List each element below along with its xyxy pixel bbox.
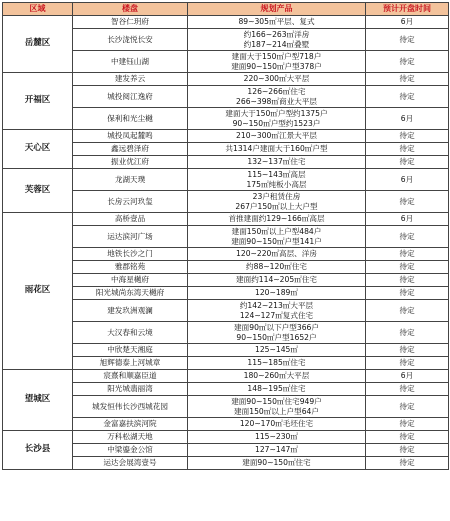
product-cell bbox=[188, 444, 366, 457]
product-line: 266~398㎡商业大平层 bbox=[236, 96, 317, 106]
project-name-cell: 中海星樾府 bbox=[73, 274, 188, 287]
opening-time-cell: 待定 bbox=[366, 248, 449, 261]
opening-time-cell: 待定 bbox=[366, 156, 449, 169]
product-cell bbox=[188, 396, 366, 418]
product-cell bbox=[188, 73, 366, 86]
table-row bbox=[3, 431, 449, 444]
opening-time-cell: 6月 bbox=[366, 370, 449, 383]
product-cell bbox=[188, 274, 366, 287]
table-row bbox=[3, 73, 449, 86]
product-cell bbox=[188, 156, 366, 169]
product-line: 115~185㎡住宅 bbox=[247, 358, 306, 368]
header-district: 区域 bbox=[3, 3, 73, 16]
product-line: 126~266㎡住宅 bbox=[247, 87, 306, 96]
project-name-cell: 建发养云 bbox=[73, 73, 188, 86]
product-line: 115~143㎡高层 bbox=[247, 170, 306, 179]
project-name-cell: 宸熹和顺嘉臣道 bbox=[73, 370, 188, 383]
district-cell: 天心区 bbox=[3, 130, 73, 169]
district-cell: 开福区 bbox=[3, 73, 73, 130]
product-line: 120~170㎡毛坯住宅 bbox=[239, 419, 314, 429]
project-name-cell: 振业优江府 bbox=[73, 156, 188, 169]
opening-time-cell: 待定 bbox=[366, 418, 449, 431]
product-cell bbox=[188, 370, 366, 383]
product-cell bbox=[188, 287, 366, 300]
product-line: 建面150㎡以上户型484户 bbox=[231, 227, 322, 236]
product-line: 23户租赁住房 bbox=[252, 192, 301, 201]
product-line: 132~137㎡住宅 bbox=[247, 157, 306, 167]
table-row bbox=[3, 213, 449, 226]
product-line: 约187~214㎡叠墅 bbox=[243, 39, 310, 49]
opening-time-cell: 6月 bbox=[366, 108, 449, 130]
product-cell bbox=[188, 108, 366, 130]
product-line: 建面150㎡以上户型64户 bbox=[234, 406, 319, 416]
product-cell bbox=[188, 226, 366, 248]
district-cell: 岳麓区 bbox=[3, 16, 73, 73]
product-line: 建面90~150㎡住宅949户 bbox=[231, 397, 322, 406]
product-cell bbox=[188, 261, 366, 274]
product-line: 124~127㎡复式住宅 bbox=[239, 310, 314, 320]
project-name-cell: 地铁长沙之门 bbox=[73, 248, 188, 261]
project-name-cell: 阳光城翡丽湾 bbox=[73, 383, 188, 396]
product-cell bbox=[188, 418, 366, 431]
product-line: 建面90㎡以下户型366户 bbox=[234, 323, 319, 332]
product-line: 建面90~150㎡户型378户 bbox=[231, 61, 322, 71]
opening-time-cell: 待定 bbox=[366, 261, 449, 274]
product-line: 首推建面约129~166㎡高层 bbox=[228, 214, 325, 224]
project-name-cell: 中梁鎏金公馆 bbox=[73, 444, 188, 457]
product-line: 建面90~150㎡户型141户 bbox=[231, 236, 322, 246]
product-line: 148~195㎡住宅 bbox=[247, 384, 306, 394]
project-name-cell: 旭辉德泰上河城章 bbox=[73, 357, 188, 370]
opening-schedule bbox=[2, 2, 449, 470]
opening-time-cell: 待定 bbox=[366, 287, 449, 300]
product-line: 90~150㎡户型1652户 bbox=[236, 332, 317, 342]
product-cell bbox=[188, 344, 366, 357]
project-name-cell: 城发恒伟长沙西城花园 bbox=[73, 396, 188, 418]
product-line: 120~189㎡ bbox=[255, 288, 298, 298]
opening-time-cell: 待定 bbox=[366, 274, 449, 287]
property-table bbox=[2, 2, 449, 470]
product-line: 120~220㎡高层、洋房 bbox=[236, 249, 317, 259]
product-line: 建面约114~205㎡住宅 bbox=[236, 275, 317, 285]
product-cell bbox=[188, 29, 366, 51]
product-cell bbox=[188, 300, 366, 322]
product-line: 共1314户建面大于160㎡户型 bbox=[225, 144, 328, 154]
product-cell bbox=[188, 16, 366, 29]
project-name-cell: 阳光城尚东湾天樾府 bbox=[73, 287, 188, 300]
opening-time-cell: 待定 bbox=[366, 300, 449, 322]
project-name-cell: 高桥壹品 bbox=[73, 213, 188, 226]
product-cell bbox=[188, 383, 366, 396]
product-line: 建面大于150㎡户型718户 bbox=[231, 52, 322, 61]
opening-time-cell: 待定 bbox=[366, 191, 449, 213]
opening-time-cell: 待定 bbox=[366, 396, 449, 418]
table-row bbox=[3, 370, 449, 383]
product-cell bbox=[188, 86, 366, 108]
project-name-cell: 城投凤起麓鸣 bbox=[73, 130, 188, 143]
header-project: 楼盘 bbox=[73, 3, 188, 16]
opening-time-cell: 待定 bbox=[366, 130, 449, 143]
product-line: 建面90~150㎡住宅 bbox=[242, 458, 311, 468]
opening-time-cell: 待定 bbox=[366, 444, 449, 457]
product-line: 约88~120㎡住宅 bbox=[246, 262, 307, 272]
opening-time-cell: 6月 bbox=[366, 16, 449, 29]
opening-time-cell: 待定 bbox=[366, 226, 449, 248]
product-cell bbox=[188, 130, 366, 143]
product-cell bbox=[188, 169, 366, 191]
product-line: 127~147㎡ bbox=[255, 445, 298, 455]
product-cell bbox=[188, 213, 366, 226]
product-cell bbox=[188, 51, 366, 73]
product-line: 建面大于150㎡户型约1375户 bbox=[225, 109, 328, 118]
product-line: 约142~213㎡大平层 bbox=[239, 301, 314, 310]
product-line: 125~145㎡ bbox=[255, 345, 298, 355]
opening-time-cell: 待定 bbox=[366, 357, 449, 370]
opening-time-cell: 6月 bbox=[366, 213, 449, 226]
table-row bbox=[3, 169, 449, 191]
project-name-cell: 运达滨河广场 bbox=[73, 226, 188, 248]
product-line: 90~150㎡户型约1523户 bbox=[232, 118, 321, 128]
table-header-row bbox=[3, 3, 449, 16]
project-name-cell: 长沙泷悦长安 bbox=[73, 29, 188, 51]
opening-time-cell: 待定 bbox=[366, 383, 449, 396]
project-name-cell: 长房云河玖玺 bbox=[73, 191, 188, 213]
project-name-cell: 中建钰山湖 bbox=[73, 51, 188, 73]
product-cell bbox=[188, 457, 366, 470]
table-row bbox=[3, 130, 449, 143]
opening-time-cell: 待定 bbox=[366, 86, 449, 108]
district-cell: 望城区 bbox=[3, 370, 73, 431]
opening-time-cell: 待定 bbox=[366, 29, 449, 51]
opening-time-cell: 6月 bbox=[366, 169, 449, 191]
project-name-cell: 雅郡铭苑 bbox=[73, 261, 188, 274]
product-cell bbox=[188, 357, 366, 370]
table-body bbox=[3, 16, 449, 470]
product-line: 约166~263㎡洋房 bbox=[243, 30, 310, 39]
product-cell bbox=[188, 322, 366, 344]
district-cell: 雨花区 bbox=[3, 213, 73, 370]
opening-time-cell: 待定 bbox=[366, 457, 449, 470]
project-name-cell: 保利和光尘樾 bbox=[73, 108, 188, 130]
table-row bbox=[3, 16, 449, 29]
project-name-cell: 鑫远碧泽府 bbox=[73, 143, 188, 156]
project-name-cell: 城投阅江逸府 bbox=[73, 86, 188, 108]
project-name-cell: 运达会展湾壹号 bbox=[73, 457, 188, 470]
header-product: 规划产品 bbox=[188, 3, 366, 16]
product-line: 180~260㎡大平层 bbox=[243, 371, 310, 381]
project-name-cell: 中欣楚天湘庭 bbox=[73, 344, 188, 357]
product-cell bbox=[188, 143, 366, 156]
opening-time-cell: 待定 bbox=[366, 73, 449, 86]
product-line: 220~300㎡大平层 bbox=[243, 74, 310, 84]
project-name-cell: 金富嘉扶滨河院 bbox=[73, 418, 188, 431]
product-line: 210~300㎡江景大平层 bbox=[236, 131, 317, 141]
project-name-cell: 智谷仁玥府 bbox=[73, 16, 188, 29]
product-line: 175㎡纯板小高层 bbox=[246, 179, 307, 189]
product-cell bbox=[188, 191, 366, 213]
opening-time-cell: 待定 bbox=[366, 344, 449, 357]
project-name-cell: 大汉春和云境 bbox=[73, 322, 188, 344]
header-opening-time: 预计开盘时间 bbox=[366, 3, 449, 16]
product-line: 267户150㎡以上大户型 bbox=[235, 201, 318, 211]
district-cell: 芙蓉区 bbox=[3, 169, 73, 213]
opening-time-cell: 待定 bbox=[366, 322, 449, 344]
project-name-cell: 龙湖天璞 bbox=[73, 169, 188, 191]
product-cell bbox=[188, 248, 366, 261]
district-cell: 长沙县 bbox=[3, 431, 73, 470]
project-name-cell: 万科松湖天地 bbox=[73, 431, 188, 444]
product-cell bbox=[188, 431, 366, 444]
opening-time-cell: 待定 bbox=[366, 143, 449, 156]
product-line: 89~305㎡平层、复式 bbox=[238, 17, 315, 27]
project-name-cell: 建发玖洲观澜 bbox=[73, 300, 188, 322]
opening-time-cell: 待定 bbox=[366, 51, 449, 73]
opening-time-cell: 待定 bbox=[366, 431, 449, 444]
product-line: 115~230㎡ bbox=[255, 432, 298, 442]
